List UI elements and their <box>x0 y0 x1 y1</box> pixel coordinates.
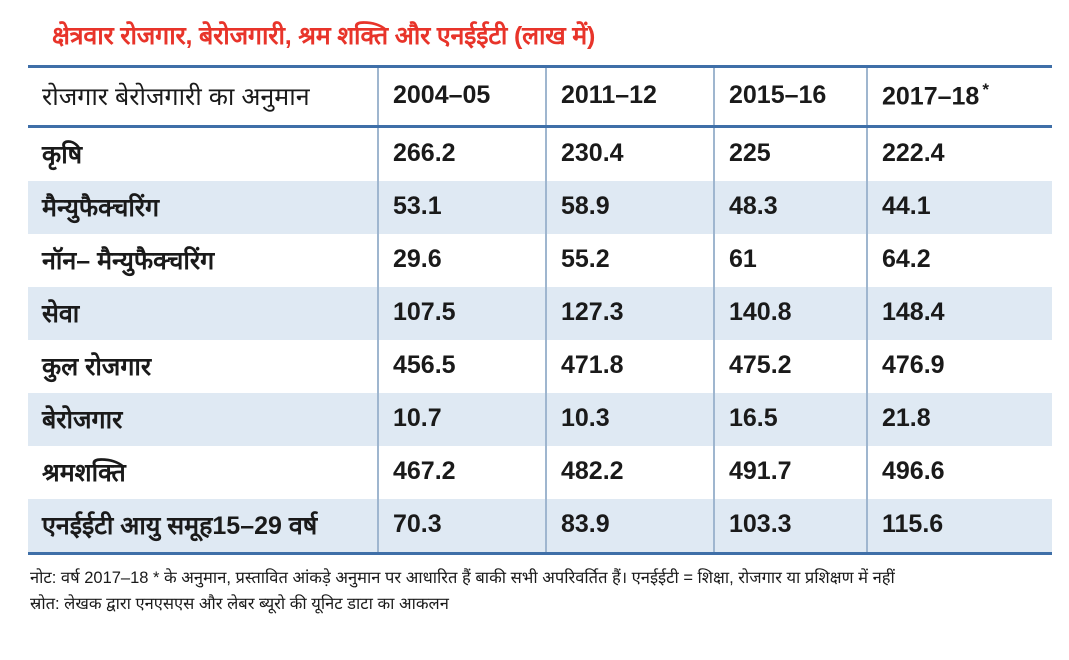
cell-non-manufacturing-2004-05: 29.6 <box>378 234 546 287</box>
table-row <box>28 287 1052 340</box>
source-text: स्रोत: लेखक द्वारा एनएसएस और लेबर ब्यूरो की यूनिट डाटा का आकलन <box>30 594 449 613</box>
cell-total-employment-2011-12: 471.8 <box>546 340 714 393</box>
table-row <box>28 234 1052 287</box>
cell-manufacturing-2011-12: 58.9 <box>546 181 714 234</box>
cell-neet-2011-12: 83.9 <box>546 499 714 554</box>
row-label-labour-force: श्रमशक्ति <box>28 446 378 499</box>
cell-labour-force-2004-05: 467.2 <box>378 446 546 499</box>
cell-total-employment-2015-16: 475.2 <box>714 340 867 393</box>
cell-agriculture-2015-16: 225 <box>714 126 867 181</box>
row-label-unemployed: बेरोजगार <box>28 393 378 446</box>
cell-unemployed-2004-05: 10.7 <box>378 393 546 446</box>
cell-unemployed-2015-16: 16.5 <box>714 393 867 446</box>
cell-non-manufacturing-2011-12: 55.2 <box>546 234 714 287</box>
table-row <box>28 446 1052 499</box>
cell-manufacturing-2004-05: 53.1 <box>378 181 546 234</box>
column-header-2004-05: 2004–05 <box>378 66 546 126</box>
row-label-total-employment: कुल रोजगार <box>28 340 378 393</box>
header-row <box>28 66 1052 126</box>
column-header-2015-16: 2015–16 <box>714 66 867 126</box>
cell-non-manufacturing-2017-18: 64.2 <box>867 234 1052 287</box>
cell-labour-force-2015-16: 491.7 <box>714 446 867 499</box>
column-header-2017-18-text: 2017–18 <box>882 82 980 111</box>
table-body <box>28 126 1052 553</box>
table-row <box>28 126 1052 181</box>
cell-labour-force-2011-12: 482.2 <box>546 446 714 499</box>
note-text: नोट: वर्ष 2017–18 * के अनुमान, प्रस्तावित आंकड़े अनुमान पर आधारित हैं बाकी सभी अपरिवर्तित हैं। एनईईटी = शिक्षा, रोजगार या प्रशिक्षण में नहीं <box>30 568 895 587</box>
footnotes <box>30 567 1047 617</box>
cell-unemployed-2017-18: 21.8 <box>867 393 1052 446</box>
row-label-manufacturing: मैन्युफैक्चरिंग <box>28 181 378 234</box>
data-table <box>28 65 1052 555</box>
cell-total-employment-2017-18: 476.9 <box>867 340 1052 393</box>
cell-agriculture-2004-05: 266.2 <box>378 126 546 181</box>
table-row <box>28 499 1052 554</box>
footnote-star: * <box>982 80 989 100</box>
column-header-label: रोजगार बेरोजगारी का अनुमान <box>28 66 378 126</box>
cell-labour-force-2017-18: 496.6 <box>867 446 1052 499</box>
column-header-2017-18 <box>867 66 1052 126</box>
cell-total-employment-2004-05: 456.5 <box>378 340 546 393</box>
cell-non-manufacturing-2015-16: 61 <box>714 234 867 287</box>
cell-neet-2017-18: 115.6 <box>867 499 1052 554</box>
cell-neet-2004-05: 70.3 <box>378 499 546 554</box>
row-label-non-manufacturing: नॉन– मैन्युफैक्चरिंग <box>28 234 378 287</box>
cell-neet-2015-16: 103.3 <box>714 499 867 554</box>
table-header <box>28 66 1052 126</box>
cell-services-2004-05: 107.5 <box>378 287 546 340</box>
cell-agriculture-2011-12: 230.4 <box>546 126 714 181</box>
cell-agriculture-2017-18: 222.4 <box>867 126 1052 181</box>
cell-manufacturing-2017-18: 44.1 <box>867 181 1052 234</box>
table-row <box>28 340 1052 393</box>
row-label-agriculture: कृषि <box>28 126 378 181</box>
row-label-services: सेवा <box>28 287 378 340</box>
page-title: क्षेत्रवार रोजगार, बेरोजगारी, श्रम शक्ति और एनईईटी (लाख में) <box>52 22 596 50</box>
table-row <box>28 393 1052 446</box>
cell-services-2011-12: 127.3 <box>546 287 714 340</box>
cell-services-2017-18: 148.4 <box>867 287 1052 340</box>
column-header-2011-12: 2011–12 <box>546 66 714 126</box>
row-label-neet: एनईईटी आयु समूह15–29 वर्ष <box>28 499 378 554</box>
cell-unemployed-2011-12: 10.3 <box>546 393 714 446</box>
cell-services-2015-16: 140.8 <box>714 287 867 340</box>
cell-manufacturing-2015-16: 48.3 <box>714 181 867 234</box>
table-row <box>28 181 1052 234</box>
